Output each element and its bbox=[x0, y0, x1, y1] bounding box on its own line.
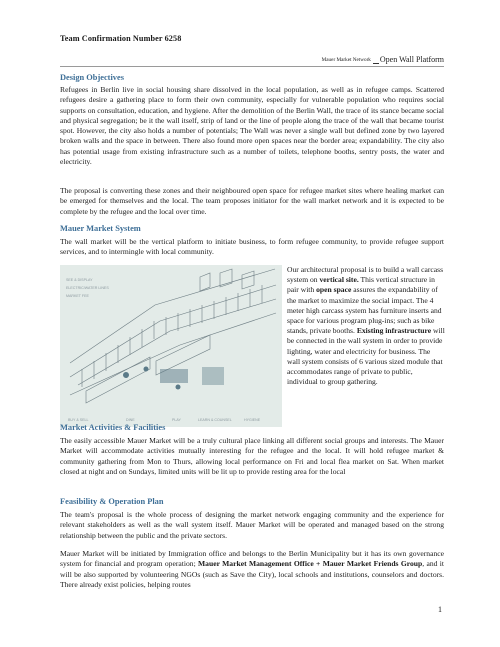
label-buy-sell: BUY & SELL bbox=[68, 418, 89, 422]
section-title-system: Mauer Market System bbox=[60, 224, 141, 233]
system-side-text: Our architectural proposal is to build a wall carcass system on vertical site. This vertical structure in pair with open space assures the expandability of the market to maximize the social impact. The 4 meter high carcass system has furniture inserts and space for various program plug-ins; such as bike stands, private booths. Existing infrastructure will be connected in the wall system in order to provide lighting, water and electricity for business. The wall system consists of 6 various sized module that accommodates range of private to public, individual to group gathering. bbox=[287, 265, 445, 387]
section-title-design: Design Objectives bbox=[60, 73, 124, 82]
team-confirmation: Team Confirmation Number 6258 bbox=[60, 34, 182, 43]
design-paragraph-2: The proposal is converting these zones and their neighboured open space for refugee market sites where healing market can be emerged for themselves and the local. The team proposes initiator for the wall market network and it is expected to be complete by the refugee and the local over time. bbox=[60, 186, 444, 216]
header-underline bbox=[373, 63, 379, 64]
wall-system-illustration bbox=[60, 265, 282, 427]
header-right bbox=[322, 55, 444, 64]
feasibility-paragraph-1: The team's proposal is the whole process of designing the market network engaging community and the experience for relevant stakeholders as well as the wall system itself. Mauer Market will be operated and managed based on the strong relationship between the public and the private sectors. bbox=[60, 510, 444, 540]
system-paragraph-1: The wall market will be the vertical platform to initiate business, to form refugee community, to provide refugee support services, and to intermingle with local community. bbox=[60, 237, 444, 257]
label-see-display: SEE & DISPLAY bbox=[66, 278, 93, 282]
design-paragraph-1: Refugees in Berlin live in social housing share dissolved in the local population, as well as in refugee camps. Scattered refugees desire a gathering place to form their own community, especially for vulnerable population who requires social supports on consultation, education, and hygiene. After the demolition of the Berlin Wall, the trace of its stance became social and physical segregation; be it the wall itself, strip of land or the line of people along the trace of the wall that became tourist spot. However, the city also holds a number of potentials; The Wall was never a single wall but defined zone by two layered broken walls and the space in between. There also found more open spaces near the border area; expandability. The city also has potential usage from existing infrastructure such as a number of toilets, telephone booths, sentry posts, the water and electricity. bbox=[60, 85, 444, 167]
wall-system-drawing bbox=[60, 265, 282, 427]
label-electric-water: ELECTRIC/WATER LINES bbox=[66, 286, 109, 290]
section-title-activities: Market Activities & Facilities bbox=[60, 423, 166, 432]
label-learn: LEARN & COUNSEL bbox=[198, 418, 232, 422]
activities-paragraph-1: The easily accessible Mauer Market will be a truly cultural place linking all different social groups and interests. The Mauer Market will accommodate activities mutually interesting for the refugee and the local. It will hold refugee market & community gathering from Mon to Thurs, allowing local performance on Fri and local flea market on Sat. When market closed at night and on Sundays, limited units will be lit up to provide resting area for the local bbox=[60, 436, 444, 476]
network-label: Mauer Market Network bbox=[321, 57, 371, 63]
header-rule bbox=[60, 66, 444, 67]
platform-label: Open Wall Platform bbox=[379, 55, 444, 64]
page-number: 1 bbox=[438, 605, 442, 614]
label-dine: DINE bbox=[126, 418, 135, 422]
label-market-fee: MARKET FEE bbox=[66, 294, 89, 298]
feasibility-paragraph-2: Mauer Market will be initiated by Immigration office and belongs to the Berlin Municipality but it has its own governance system for financial and program operation; Mauer Market Management Office + Mauer Market Friends Group, and it will be also supported by volunteering NGOs (such as Save the City), local schools and institutions, counselors and doctors. There already exist policies, helping routes bbox=[60, 549, 444, 589]
label-play: PLAY bbox=[172, 418, 181, 422]
label-hygiene: HYGIENE bbox=[244, 418, 261, 422]
section-title-feasibility: Feasibility & Operation Plan bbox=[60, 497, 164, 506]
